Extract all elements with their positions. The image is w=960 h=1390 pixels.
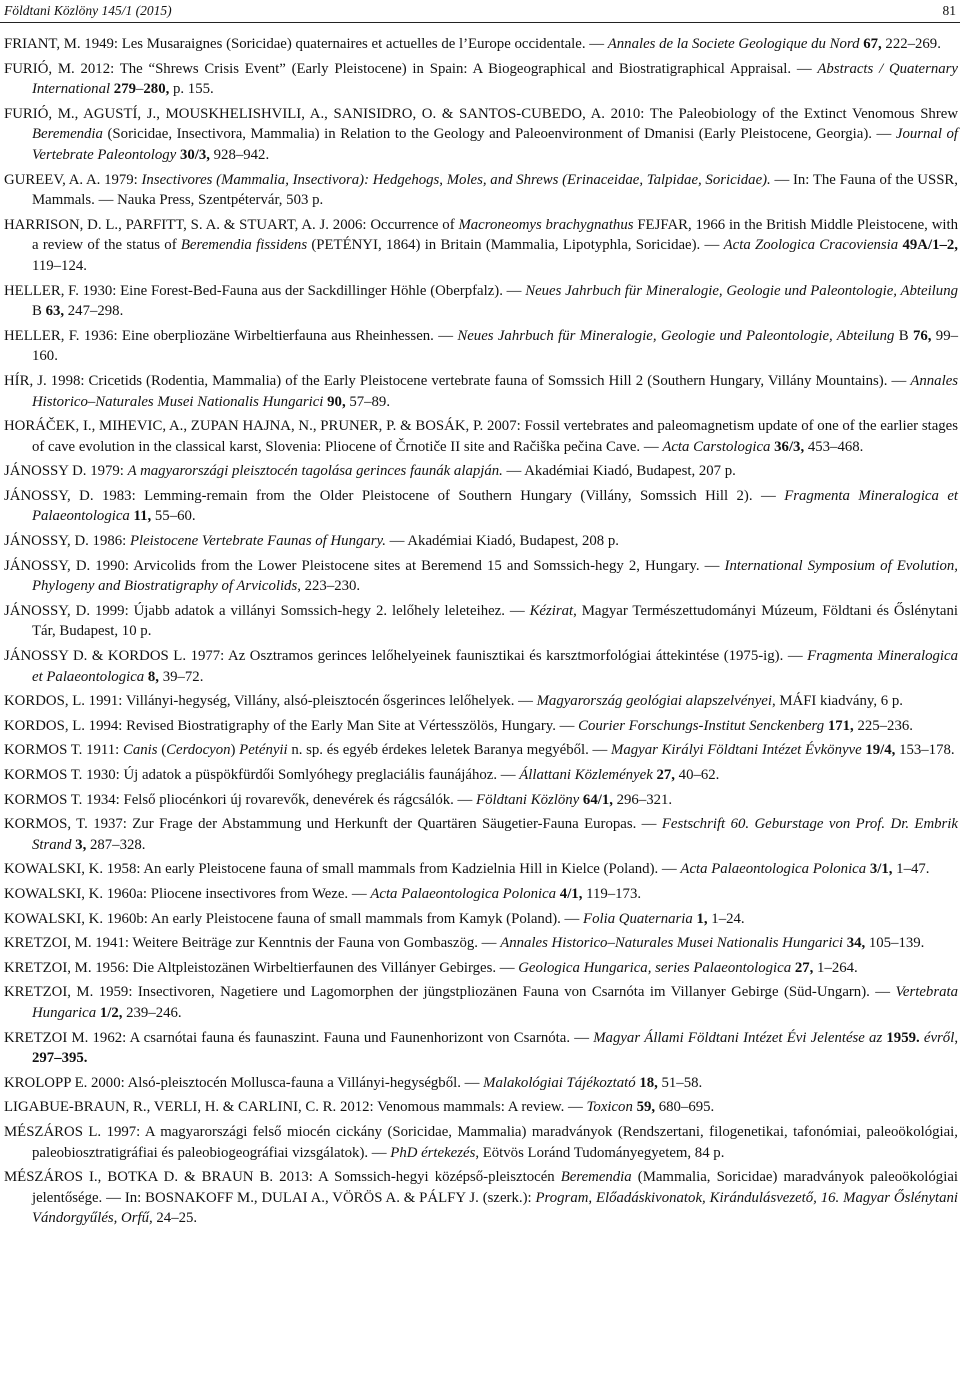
- reference-italic-text: Toxicon: [586, 1099, 633, 1116]
- reference-text: 1956: Die Altpleistozänen Wirbeltierfaunen des Villányer Gebirges. —: [91, 959, 519, 976]
- reference-text: 1998: Cricetids (Rodentia, Mammalia) of the Early Pleistocene vertebrate fauna of Somssich Hill 2 (Southern Hungary, Villány Mountains). —: [46, 372, 911, 389]
- reference-text: ): [230, 742, 240, 759]
- reference-text: 1–24.: [707, 910, 745, 927]
- reference-entry: [0, 416, 958, 457]
- reference-text: 1986:: [88, 533, 130, 550]
- reference-text: 1958: An early Pleistocene fauna of small mammals from Kadzielnia Hill in Kielce (Poland). —: [103, 861, 681, 878]
- reference-volume: 90,: [327, 393, 346, 410]
- header-rule: [0, 22, 960, 23]
- reference-text: 57–89.: [345, 393, 391, 410]
- reference-authors: LIGABUE-BRAUN, R., VERLI, H. & CARLINI, C. R.: [4, 1099, 337, 1116]
- reference-text: (Soricidae, Insectivora, Mammalia) in Relation to the Geology and Paleoenvironment of Dmanisi (Early Pleistocene, Georgia). —: [102, 126, 896, 143]
- reference-entry: [0, 958, 958, 979]
- reference-text: 1930: Új adatok a püspökfürdői Somlyóhegy preglaciális faunájához. —: [82, 767, 520, 783]
- reference-text: 1937: Zur Frage der Abstammung und Herkunft der Quartären Säugetier-Fauna Europas. —: [87, 816, 662, 833]
- reference-authors: HORÁČEK, I., MIHEVIC, A., ZUPAN HAJNA, N., PRUNER, P. & BOSÁK, P.: [4, 418, 484, 435]
- reference-entry: [0, 601, 958, 642]
- reference-entry: [0, 1122, 958, 1163]
- reference-entry: [0, 34, 958, 55]
- reference-entry: [0, 556, 958, 597]
- reference-entry: [0, 59, 958, 100]
- reference-italic-text: Geologica Hungarica, series Palaeontologica: [518, 959, 792, 976]
- reference-text: 2012: The “Shrews Crisis Event” (Early Pleistocene) in Spain: A Biogeographical and Biostratigraphical Appraisal. —: [74, 60, 818, 77]
- reference-volume: 280,: [143, 81, 170, 98]
- reference-text: 40–62.: [674, 767, 720, 783]
- reference-text: 247–298.: [64, 303, 124, 320]
- reference-text: (szerk.):: [478, 1189, 536, 1206]
- reference-text: , Magyar Természettudományi Múzeum, Földtani és Őslénytani Tár, Budapest, 10 p.: [32, 602, 959, 640]
- reference-authors: PETÉNYI: [316, 237, 378, 254]
- reference-volume: 59,: [636, 1099, 656, 1116]
- reference-text: –: [136, 81, 144, 98]
- reference-authors: JÁNOSSY D.: [4, 463, 87, 480]
- reference-entry: [0, 1073, 958, 1094]
- reference-volume: 19/4,: [865, 742, 896, 759]
- reference-authors: FURIÓ, M.: [4, 60, 75, 77]
- reference-text: 2013: A Somssich-hegyi középső-pleisztocén: [273, 1169, 561, 1186]
- reference-italic-text: Cerdocyon: [166, 742, 231, 759]
- reference-text: 928–942.: [209, 146, 270, 163]
- reference-italic-text: Program, Előadáskivonatok, Kirándulásvezető, 16. Magyar Őslénytani Vándorgyűlés, Orfű,: [32, 1189, 958, 1227]
- reference-authors: JÁNOSSY, D.: [4, 602, 91, 619]
- reference-volume: 1/2,: [99, 1004, 123, 1021]
- reference-authors: KROLOPP E.: [4, 1074, 88, 1091]
- reference-authors: KORMOS T.: [4, 742, 83, 759]
- reference-text: 296–321.: [612, 791, 673, 808]
- reference-authors: FEJFAR: [637, 216, 689, 233]
- reference-authors: MÉSZÁROS I., BOTKA D. & BRAUN B.: [4, 1169, 274, 1186]
- reference-italic-text: Vertebrata Hungarica: [32, 984, 958, 1021]
- reference-italic-text: A magyarországi pleisztocén tagolása gerinces faunák alapján.: [127, 463, 503, 480]
- reference-italic-text: Kézirat: [529, 602, 574, 619]
- reference-authors: KORDOS, L.: [4, 717, 85, 734]
- reference-text: 105–139.: [865, 935, 925, 952]
- reference-entry: [0, 326, 958, 367]
- reference-text: 1941: Weitere Beiträge zur Kenntnis der Fauna von Gombaszög. —: [91, 935, 501, 952]
- reference-entry: [0, 461, 958, 482]
- reference-authors: KRETZOI, M.: [4, 984, 94, 1001]
- reference-authors: KORDOS, L.: [4, 693, 85, 710]
- reference-entry: [0, 859, 958, 880]
- reference-text: 119–124.: [32, 257, 87, 274]
- reference-text: 1930: Eine Forest-Bed-Fauna aus der Sackdillinger Höhle (Oberpfalz). —: [78, 282, 526, 299]
- reference-text: 1960b: An early Pleistocene fauna of small mammals from Kamyk (Poland). —: [103, 910, 584, 927]
- reference-entry: [0, 1167, 958, 1229]
- reference-italic-text: Magyar Királyi Földtani Intézet Évkönyve: [611, 742, 862, 759]
- reference-text: 1959: Insectivoren, Nagetiere und Lagomorphen der jüngstpliozänen Fauna von Csarnóta im Villanyer Gebirge (Süd-Ungarn). —: [93, 984, 896, 1001]
- reference-entry: [0, 933, 958, 954]
- reference-text: B: [32, 303, 46, 320]
- reference-text: 1936: Eine oberpliozäne Wirbeltierfauna aus Rheinhessen. —: [79, 327, 458, 344]
- reference-text: 1999: Újabb adatok a villányi Somssich-hegy 2. lelőhely leleteihez. —: [90, 602, 530, 619]
- reference-authors: MÉSZÁROS L.: [4, 1123, 102, 1140]
- reference-entry: [0, 884, 958, 905]
- reference-authors: JÁNOSSY D. & KORDOS L.: [4, 648, 187, 665]
- reference-entry: [0, 104, 958, 166]
- reference-entry: [0, 691, 958, 712]
- reference-italic-text: Acta Palaeontologica Polonica: [680, 861, 867, 878]
- reference-volume: 171,: [827, 717, 854, 734]
- reference-text: 2000: Alsó-pleisztocén Mollusca-fauna a Villányi-hegységből. —: [87, 1074, 484, 1091]
- reference-authors: BOSNAKOFF M., DULAI A., VÖRÖS A. & PÁLFY J.: [145, 1189, 479, 1206]
- reference-italic-text: International Symposium of Evolution, Phylogeny and Biostratigraphy of Arvicolids: [32, 557, 958, 595]
- reference-text: 1934: Felső pliocénkori új rovarevők, denevérek és rágcsálók. —: [82, 791, 477, 808]
- reference-italic-text: Fragmenta Mineralogica et Palaeontologica: [32, 648, 958, 685]
- reference-volume: 27,: [794, 959, 814, 976]
- reference-authors: HELLER, F.: [4, 327, 80, 344]
- reference-authors: KOWALSKI, K.: [4, 861, 104, 878]
- reference-text: (: [157, 742, 167, 759]
- reference-text: 39–72.: [159, 668, 204, 685]
- reference-volume: 36/3,: [774, 438, 805, 455]
- reference-entry: [0, 531, 958, 552]
- reference-text: (Mammalia, Soricidae) maradványok paleoökológiai jelentősége. — In:: [32, 1169, 958, 1206]
- reference-italic-text: Fragmenta Mineralogica et Palaeontologica: [32, 487, 958, 525]
- reference-text: 680–695.: [655, 1099, 715, 1116]
- reference-entry: [0, 982, 958, 1023]
- reference-italic-text: Insectivores (Mammalia, Insectivora): Hedgehogs, Moles, and Shrews (Erinaceidae, Talpidae, Soricidae).: [141, 171, 771, 188]
- reference-volume: 64/1,: [582, 791, 613, 808]
- reference-text: 1994: Revised Biostratigraphy of the Early Man Site at Vértesszölös, Hungary. —: [84, 717, 579, 734]
- reference-italic-text: Beremendia fissidens: [180, 237, 308, 254]
- reference-italic-text: Petényii: [239, 742, 288, 759]
- reference-volume: 279: [113, 81, 136, 98]
- page-number: 81: [942, 3, 956, 18]
- reference-text: , 223–230.: [297, 578, 361, 595]
- reference-italic-text: Magyarország geológiai alapszelvényei: [536, 693, 772, 710]
- reference-authors: KORMOS, T.: [4, 816, 88, 833]
- reference-text: 1911:: [82, 742, 123, 759]
- reference-authors: JÁNOSSY, D.: [4, 557, 91, 574]
- reference-text: 99–160.: [32, 327, 958, 365]
- reference-entry: [0, 1097, 958, 1118]
- reference-text: 2012: Venomous mammals: A review. —: [336, 1099, 587, 1116]
- reference-volume: 67,: [863, 36, 882, 52]
- reference-text: B: [894, 327, 913, 344]
- reference-italic-text: Állattani Közlemények: [519, 767, 653, 783]
- reference-text: 1–47.: [892, 861, 930, 878]
- reference-text: 453–468.: [804, 438, 864, 455]
- reference-text: 2007: Fossil vertebrates and paleomagnetism update of one of the earlier stages of cave evolution in the classical karst, Slovenia: Pliocene of Črnotiče II site and Račiška pečina Cave. —: [32, 418, 958, 455]
- reference-text: 1977: Az Osztramos gerinces lelőhelyeinek faunisztikai és karsztmorfológiai áttekintése (1975-ig). —: [186, 648, 808, 665]
- reference-entry: [0, 646, 958, 687]
- reference-text: , Eötvös Loránd Tudományegyetem, 84 p.: [475, 1144, 725, 1161]
- reference-volume: 30/3,: [179, 146, 210, 163]
- reference-entry: [0, 790, 958, 811]
- reference-text: 55–60.: [151, 508, 196, 525]
- reference-italic-text: Neues Jahrbuch für Mineralogie, Geologie und Paleontologie, Abteilung: [525, 282, 958, 299]
- reference-italic-text: Neues Jahrbuch für Mineralogie, Geologie und Paleontologie, Abteilung: [457, 327, 895, 344]
- reference-authors: FURIÓ, M., AGUSTÍ, J., MOUSKHELISHVILI, A., SANISIDRO, O. & SANTOS-CUBEDO, A.: [4, 105, 606, 122]
- reference-italic-text: PhD értekezés: [390, 1144, 476, 1161]
- reference-italic-text: Annales Historico–Naturales Musei Nationalis Hungarici: [500, 935, 843, 952]
- reference-volume: 297–395.: [32, 1050, 88, 1067]
- reference-italic-text: évről: [923, 1029, 955, 1046]
- reference-volume: 27,: [656, 767, 675, 783]
- reference-italic-text: Beremendia: [560, 1169, 632, 1186]
- reference-text: 287–328.: [86, 836, 146, 853]
- journal-title: Földtani Közlöny 145/1 (2015): [4, 3, 172, 18]
- reference-text: — In: The Fauna of the USSR, Mammals. — Nauka Press, Szentpétervár, 503 p.: [32, 171, 958, 209]
- reference-text: — Akadémiai Kiadó, Budapest, 207 p.: [502, 463, 736, 480]
- reference-text: 1979:: [86, 463, 128, 480]
- reference-list: [0, 34, 958, 1233]
- reference-text: 225–236.: [853, 717, 913, 734]
- reference-text: 1949: Les Musaraignes (Soricidae) quaternaires et actuelles de l’Europe occidentale. —: [80, 36, 608, 52]
- reference-entry: [0, 765, 958, 786]
- reference-volume: 3,: [75, 836, 87, 853]
- reference-text: 1–264.: [813, 959, 858, 976]
- reference-text: n. sp. és egyéb érdekes leletek Baranya megyéből. —: [287, 742, 612, 759]
- reference-italic-text: Magyar Állami Földtani Intézet Évi Jelentése az: [593, 1029, 883, 1046]
- reference-italic-text: Annales Historico–Naturales Musei Nationalis Hungarici: [32, 372, 959, 410]
- reference-entry: [0, 909, 958, 930]
- reference-volume: 76,: [912, 327, 932, 344]
- reference-text: , 1864) in Britain (Mammalia, Lipotyphla, Soricidae). —: [377, 237, 724, 254]
- reference-authors: JÁNOSSY, D.: [4, 487, 94, 504]
- reference-volume: 63,: [45, 303, 65, 320]
- reference-text: 1983: Lemming-remain from the Older Pleistocene of Southern Hungary (Villány, Somssich Hill 2). —: [93, 487, 785, 504]
- reference-italic-text: Folia Quaternaria: [583, 910, 693, 927]
- reference-text: 1990: Arvicolids from the Lower Pleistocene sites at Beremend 15 and Somssich-hegy 2, Hungary. —: [90, 557, 725, 574]
- reference-text: 1962: A csarnótai fauna és faunaszint. Fauna und Faunenhorizont von Csarnóta. —: [88, 1029, 594, 1046]
- reference-text: 2010: The Paleobiology of the Extinct Venomous Shrew: [605, 105, 959, 122]
- reference-authors: HELLER, F.: [4, 282, 79, 299]
- reference-volume: 8,: [147, 668, 159, 685]
- reference-entry: [0, 371, 958, 412]
- reference-italic-text: Annales de la Societe Geologique du Nord: [607, 36, 860, 52]
- reference-italic-text: Acta Carstologica: [662, 438, 771, 455]
- reference-text: 222–269.: [881, 36, 941, 52]
- reference-text: p. 155.: [169, 81, 214, 98]
- reference-authors: GUREEV, A. A.: [4, 171, 101, 188]
- reference-italic-text: Pleistocene Vertebrate Faunas of Hungary.: [129, 533, 386, 550]
- reference-volume: 49A/1–2,: [902, 237, 958, 254]
- reference-authors: KOWALSKI, K.: [4, 910, 104, 927]
- reference-italic-text: Canis: [122, 742, 158, 759]
- reference-text: 2006: Occurrence of: [329, 216, 459, 233]
- reference-authors: HÍR, J.: [4, 372, 47, 389]
- reference-text: 1960a: Pliocene insectivores from Weze. —: [103, 885, 371, 902]
- running-header: [0, 0, 960, 22]
- reference-italic-text: Courier Forschungs-Institut Senckenberg: [578, 717, 825, 734]
- reference-entry: [0, 1028, 958, 1069]
- reference-entry: [0, 814, 958, 855]
- reference-text: ,: [954, 1029, 959, 1046]
- reference-text: 1997: A magyarországi felső miocén cickány (Soricidae, Mammalia) maradványok (Rendszertani, filogenetikai, tafonómiai, paleoökológiai, paleobiosztratigráfiai és paleobiogeográfiai vizsgálatok). —: [32, 1123, 958, 1161]
- reference-entry: [0, 486, 958, 527]
- reference-volume: 1959.: [886, 1029, 920, 1046]
- reference-authors: KRETZOI M.: [4, 1029, 89, 1046]
- reference-volume: 4/1,: [559, 885, 583, 902]
- reference-italic-text: Festschrift 60. Geburstage von Prof. Dr. Embrik Strand: [32, 816, 958, 853]
- reference-text: 51–58.: [657, 1074, 703, 1091]
- reference-text: 153–178.: [895, 742, 955, 759]
- reference-text: (: [307, 237, 317, 254]
- reference-volume: 3/1,: [869, 861, 893, 878]
- reference-italic-text: Macroneomys brachygnathus: [458, 216, 634, 233]
- reference-entry: [0, 281, 958, 322]
- reference-italic-text: Journal of Vertebrate Paleontology: [32, 126, 959, 163]
- reference-text: — Akadémiai Kiadó, Budapest, 208 p.: [385, 533, 619, 550]
- reference-authors: KOWALSKI, K.: [4, 885, 104, 902]
- reference-text: 239–246.: [122, 1004, 182, 1021]
- reference-text: 24–25.: [152, 1210, 198, 1227]
- reference-text: 1991: Villányi-hegység, Villány, alsó-pleisztocén ősgerinces lelőhelyek. —: [84, 693, 537, 710]
- reference-italic-text: Acta Palaeontologica Polonica: [370, 885, 557, 902]
- reference-volume: 18,: [639, 1074, 658, 1091]
- reference-entry: [0, 740, 958, 761]
- reference-text: , MÁFI kiadvány, 6 p.: [771, 693, 903, 710]
- reference-text: , 1966 in the British Middle Pleistocene, with a review of the status of: [32, 216, 958, 254]
- reference-volume: 34,: [846, 935, 866, 952]
- reference-text: 1979:: [100, 171, 142, 188]
- reference-entry: [0, 716, 958, 737]
- reference-authors: HARRISON, D. L., PARFITT, S. A. & STUART, A. J.: [4, 216, 329, 233]
- reference-italic-text: Acta Zoologica Cracoviensia: [723, 237, 899, 254]
- reference-entry: [0, 170, 958, 211]
- reference-authors: KRETZOI, M.: [4, 959, 92, 976]
- reference-volume: 11,: [133, 508, 152, 525]
- reference-italic-text: Malakológiai Tájékoztató: [483, 1074, 636, 1091]
- reference-authors: KORMOS T.: [4, 791, 83, 808]
- reference-text: 119–173.: [582, 885, 642, 902]
- reference-volume: 1,: [696, 910, 708, 927]
- reference-authors: FRIANT, M.: [4, 36, 81, 52]
- reference-italic-text: Beremendia: [32, 126, 103, 143]
- reference-authors: JÁNOSSY, D.: [4, 533, 89, 550]
- reference-authors: KORMOS T.: [4, 767, 83, 783]
- reference-italic-text: Földtani Közlöny: [476, 791, 580, 808]
- reference-italic-text: Abstracts / Quaternary International: [32, 60, 958, 98]
- reference-authors: KRETZOI, M.: [4, 935, 92, 952]
- reference-entry: [0, 215, 958, 277]
